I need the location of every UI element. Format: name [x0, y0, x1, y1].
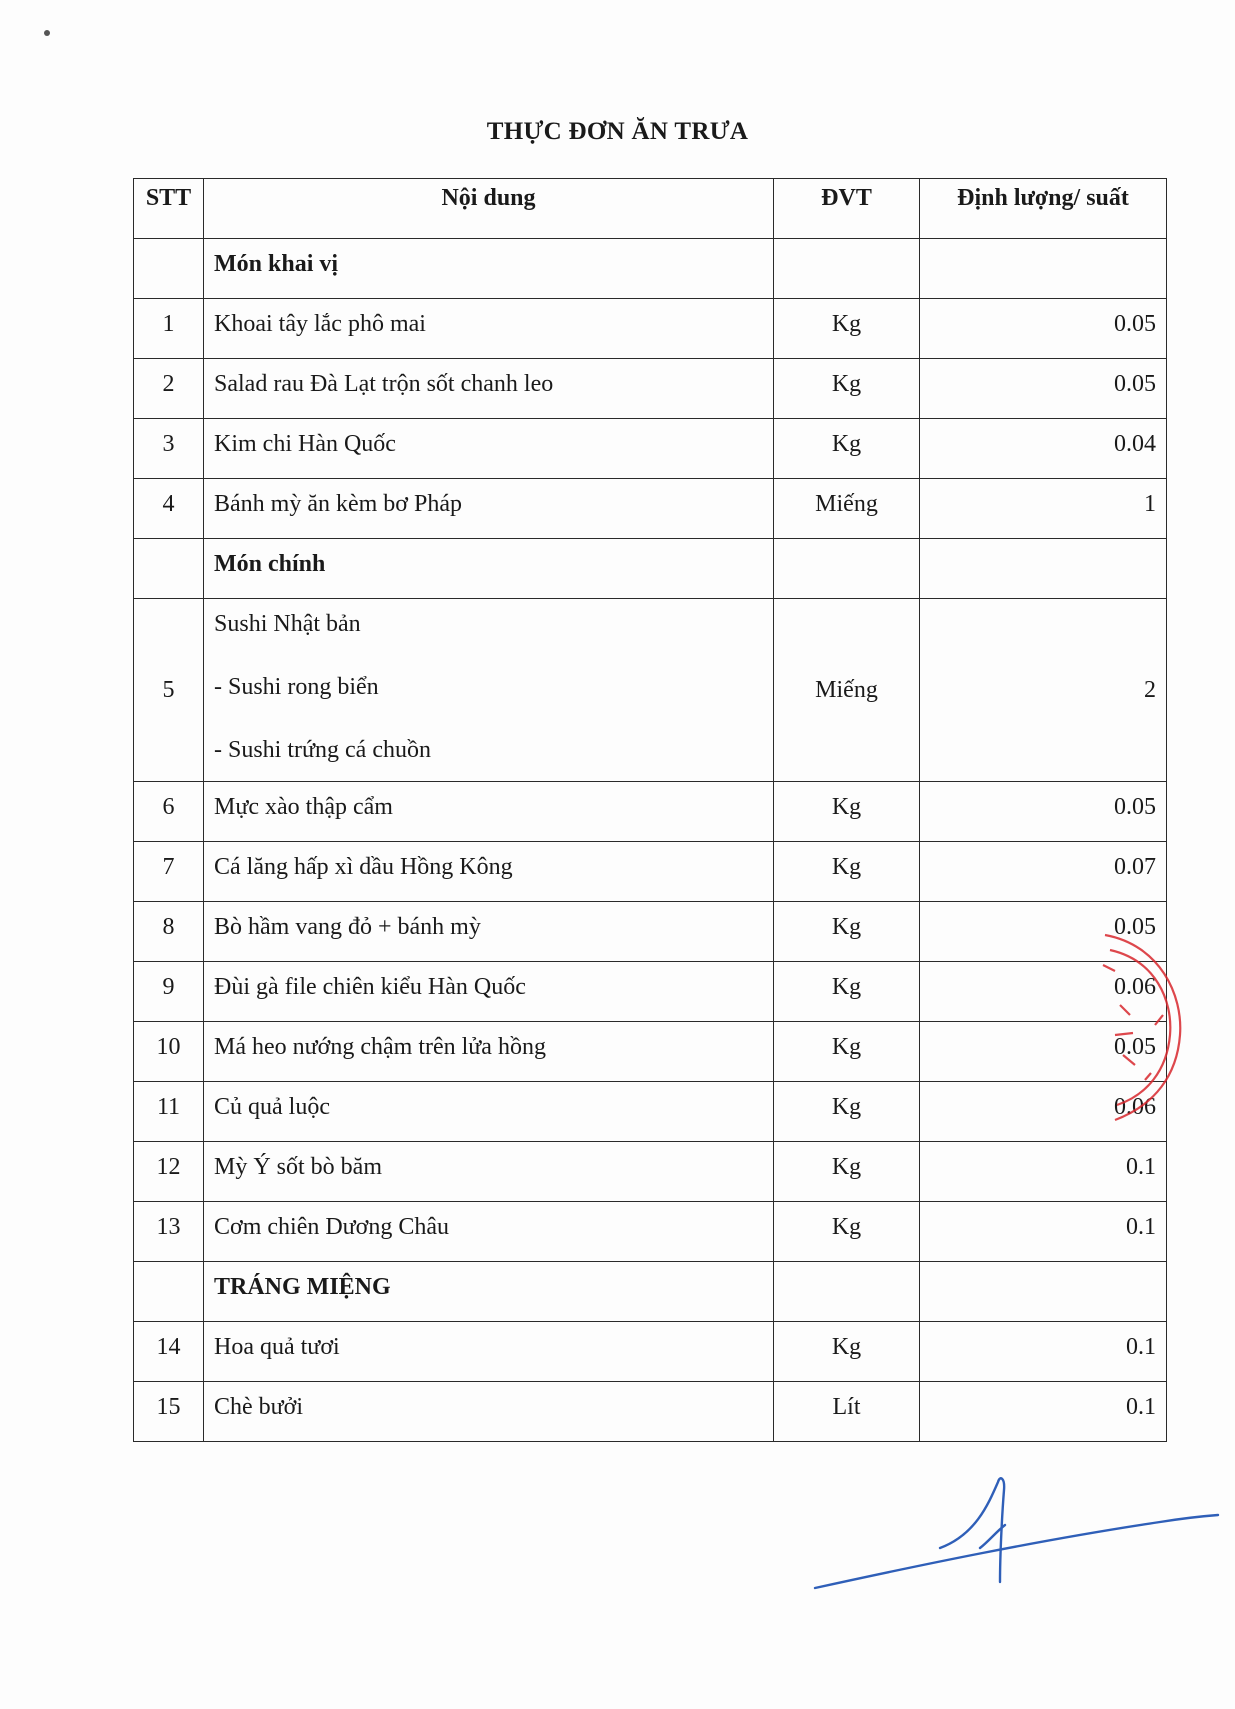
row-stt: 1	[134, 299, 204, 359]
row-stt: 3	[134, 419, 204, 479]
row-qty: 0.05	[920, 299, 1167, 359]
red-seal-stamp	[1085, 905, 1185, 1145]
row-stt: 9	[134, 962, 204, 1022]
section-row-dessert	[134, 1262, 1167, 1322]
row-unit: Kg	[774, 1142, 920, 1202]
table-row	[134, 479, 1167, 539]
row-stt: 15	[134, 1382, 204, 1442]
row-unit: Kg	[774, 359, 920, 419]
table-row	[134, 1082, 1167, 1142]
row-unit: Kg	[774, 1322, 920, 1382]
row-name: Củ quả luộc	[204, 1082, 774, 1142]
row-name: Cơm chiên Dương Châu	[204, 1202, 774, 1262]
row-unit: Kg	[774, 1082, 920, 1142]
table-header-row	[134, 179, 1167, 239]
row-stt: 13	[134, 1202, 204, 1262]
row-unit: Kg	[774, 1202, 920, 1262]
header-unit: ĐVT	[774, 179, 920, 239]
header-quantity: Định lượng/ suất	[920, 179, 1167, 239]
row-stt: 6	[134, 782, 204, 842]
table-row	[134, 782, 1167, 842]
row-unit: Miếng	[774, 599, 920, 782]
row-unit: Kg	[774, 419, 920, 479]
table-row	[134, 902, 1167, 962]
row-name: Khoai tây lắc phô mai	[204, 299, 774, 359]
row-unit: Kg	[774, 902, 920, 962]
section-label-dessert: TRÁNG MIỆNG	[204, 1262, 774, 1322]
row-stt: 5	[134, 599, 204, 782]
row-unit: Kg	[774, 782, 920, 842]
row-name-group	[204, 599, 774, 782]
row-unit: Kg	[774, 962, 920, 1022]
table-row	[134, 1322, 1167, 1382]
row-qty: 0.1	[920, 1382, 1167, 1442]
row-qty: 0.05	[920, 782, 1167, 842]
header-content: Nội dung	[204, 179, 774, 239]
row-qty: 0.05	[920, 359, 1167, 419]
row-stt: 14	[134, 1322, 204, 1382]
row-qty: 2	[920, 599, 1167, 782]
row-stt: 10	[134, 1022, 204, 1082]
row-name: Cá lăng hấp xì dầu Hồng Kông	[204, 842, 774, 902]
row-stt: 4	[134, 479, 204, 539]
row-unit: Kg	[774, 1022, 920, 1082]
row-name: Bánh mỳ ăn kèm bơ Pháp	[204, 479, 774, 539]
signature	[800, 1470, 1220, 1610]
row-qty: 0.05	[920, 902, 1167, 962]
row-name: Salad rau Đà Lạt trộn sốt chanh leo	[204, 359, 774, 419]
row-name: Đùi gà file chiên kiểu Hàn Quốc	[204, 962, 774, 1022]
menu-table	[133, 178, 1167, 1442]
table-row	[134, 359, 1167, 419]
row-stt: 2	[134, 359, 204, 419]
row-subitem: - Sushi trứng cá chuồn	[214, 737, 431, 763]
row-qty: 0.1	[920, 1322, 1167, 1382]
row-qty: 0.07	[920, 842, 1167, 902]
section-row-appetizer	[134, 239, 1167, 299]
row-stt: 8	[134, 902, 204, 962]
row-subitem: - Sushi rong biển	[214, 674, 379, 700]
row-qty: 0.1	[920, 1202, 1167, 1262]
row-qty: 0.06	[920, 1082, 1167, 1142]
row-qty: 0.04	[920, 419, 1167, 479]
table-row	[134, 1202, 1167, 1262]
row-name: Hoa quả tươi	[204, 1322, 774, 1382]
table-row	[134, 1142, 1167, 1202]
row-qty: 0.05	[920, 1022, 1167, 1082]
table-row	[134, 1022, 1167, 1082]
row-unit: Kg	[774, 299, 920, 359]
table-row	[134, 299, 1167, 359]
scan-speck	[44, 30, 50, 36]
header-stt: STT	[134, 179, 204, 239]
table-row	[134, 1382, 1167, 1442]
table-row	[134, 419, 1167, 479]
section-label-appetizer: Món khai vị	[204, 239, 774, 299]
row-name: Sushi Nhật bản	[214, 611, 361, 637]
row-qty: 0.06	[920, 962, 1167, 1022]
document-title: THỰC ĐƠN ĂN TRƯA	[486, 118, 749, 145]
row-qty: 1	[920, 479, 1167, 539]
row-name: Mỳ Ý sốt bò băm	[204, 1142, 774, 1202]
table-row	[134, 962, 1167, 1022]
row-stt: 7	[134, 842, 204, 902]
row-stt: 11	[134, 1082, 204, 1142]
row-name: Mực xào thập cẩm	[204, 782, 774, 842]
table-row	[134, 599, 1167, 782]
table-row	[134, 842, 1167, 902]
row-unit: Lít	[774, 1382, 920, 1442]
row-name: Kim chi Hàn Quốc	[204, 419, 774, 479]
row-name: Chè bưởi	[204, 1382, 774, 1442]
section-label-main: Món chính	[204, 539, 774, 599]
row-name: Bò hầm vang đỏ + bánh mỳ	[204, 902, 774, 962]
row-unit: Kg	[774, 842, 920, 902]
row-stt: 12	[134, 1142, 204, 1202]
section-row-main	[134, 539, 1167, 599]
row-qty: 0.1	[920, 1142, 1167, 1202]
row-unit: Miếng	[774, 479, 920, 539]
row-name: Má heo nướng chậm trên lửa hồng	[204, 1022, 774, 1082]
